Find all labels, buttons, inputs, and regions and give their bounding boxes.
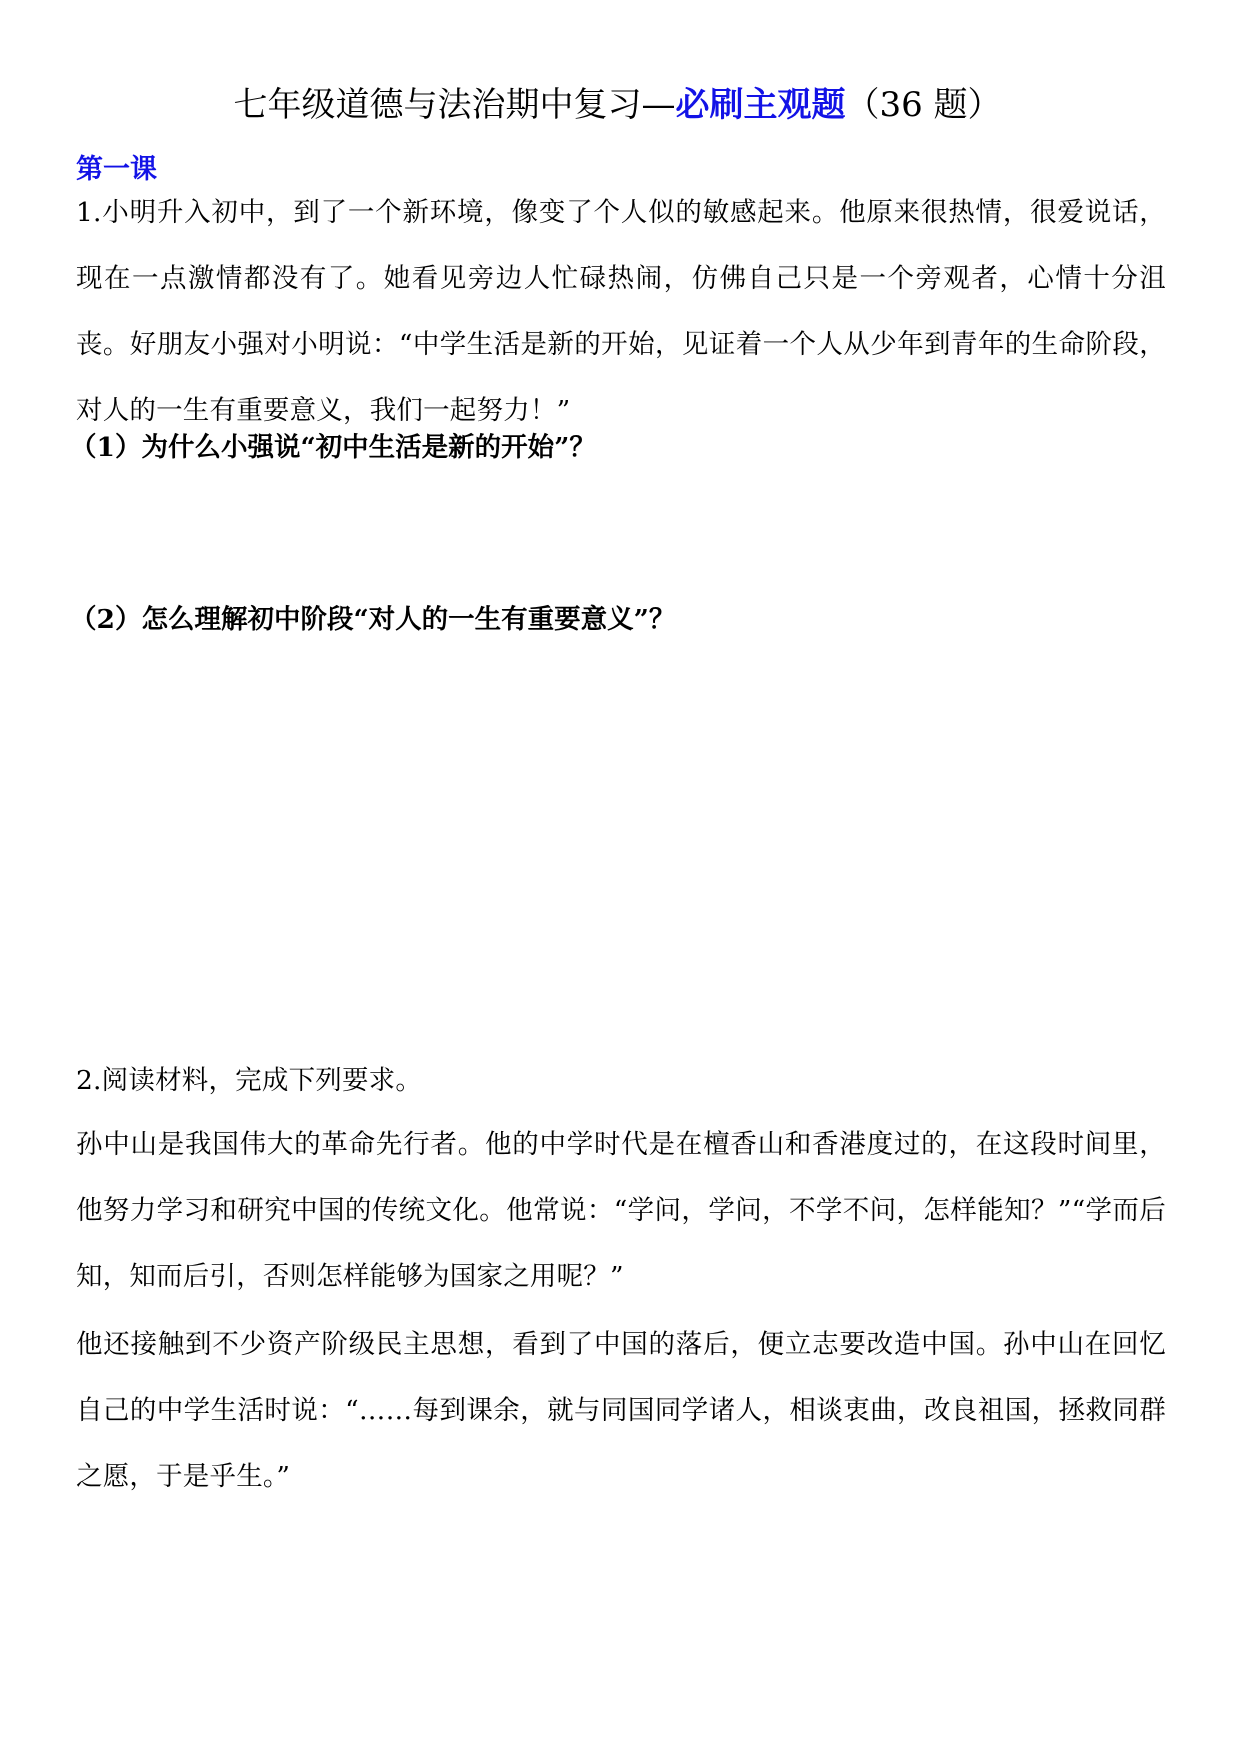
title-prefix: 七年级道德与法治期中复习— (233, 85, 676, 125)
question-1-text: 1.小明升入初中，到了一个新环境，像变了个人似的敏感起来。他原来很热情，很爱说话，现在一点激情都没有了。她看见旁边人忙碌热闹，仿佛自己只是一个旁观者，心情十分沮丧。好朋友小强对小明说：“中学生活是新的开始，见证着一个人从少年到青年的生命阶段，对人的一生有重要意义，我们一起努力！” (76, 197, 1166, 426)
question-1-sub-2: （2）怎么理解初中阶段“对人的一生有重要意义”？ (70, 604, 676, 635)
title-suffix: （36 题） (845, 85, 1002, 125)
lesson-heading: 第一课 (76, 154, 157, 185)
question-1-sub-1: （1）为什么小强说“初中生活是新的开始”？ (70, 432, 596, 463)
title-highlight: 必刷主观题 (675, 85, 846, 125)
question-2-intro: 2.阅读材料，完成下列要求。 (76, 1065, 423, 1096)
question-2-material-1: 孙中山是我国伟大的革命先行者。他的中学时代是在檀香山和香港度过的，在这段时间里，他努力学习和研究中国的传统文化。他常说：“学问，学问，不学不问，怎样能知？”“学而后知，知而后引，否则怎样能够为国家之用呢？” (76, 1129, 1166, 1292)
question-2-material-2: 他还接触到不少资产阶级民主思想，看到了中国的落后，便立志要改造中国。孙中山在回忆自己的中学生活时说：“……每到课余，就与同国同学诸人，相谈衷曲，改良祖国，拯救同群之愿，于是乎生。” (76, 1329, 1166, 1492)
page-title (0, 82, 1235, 128)
